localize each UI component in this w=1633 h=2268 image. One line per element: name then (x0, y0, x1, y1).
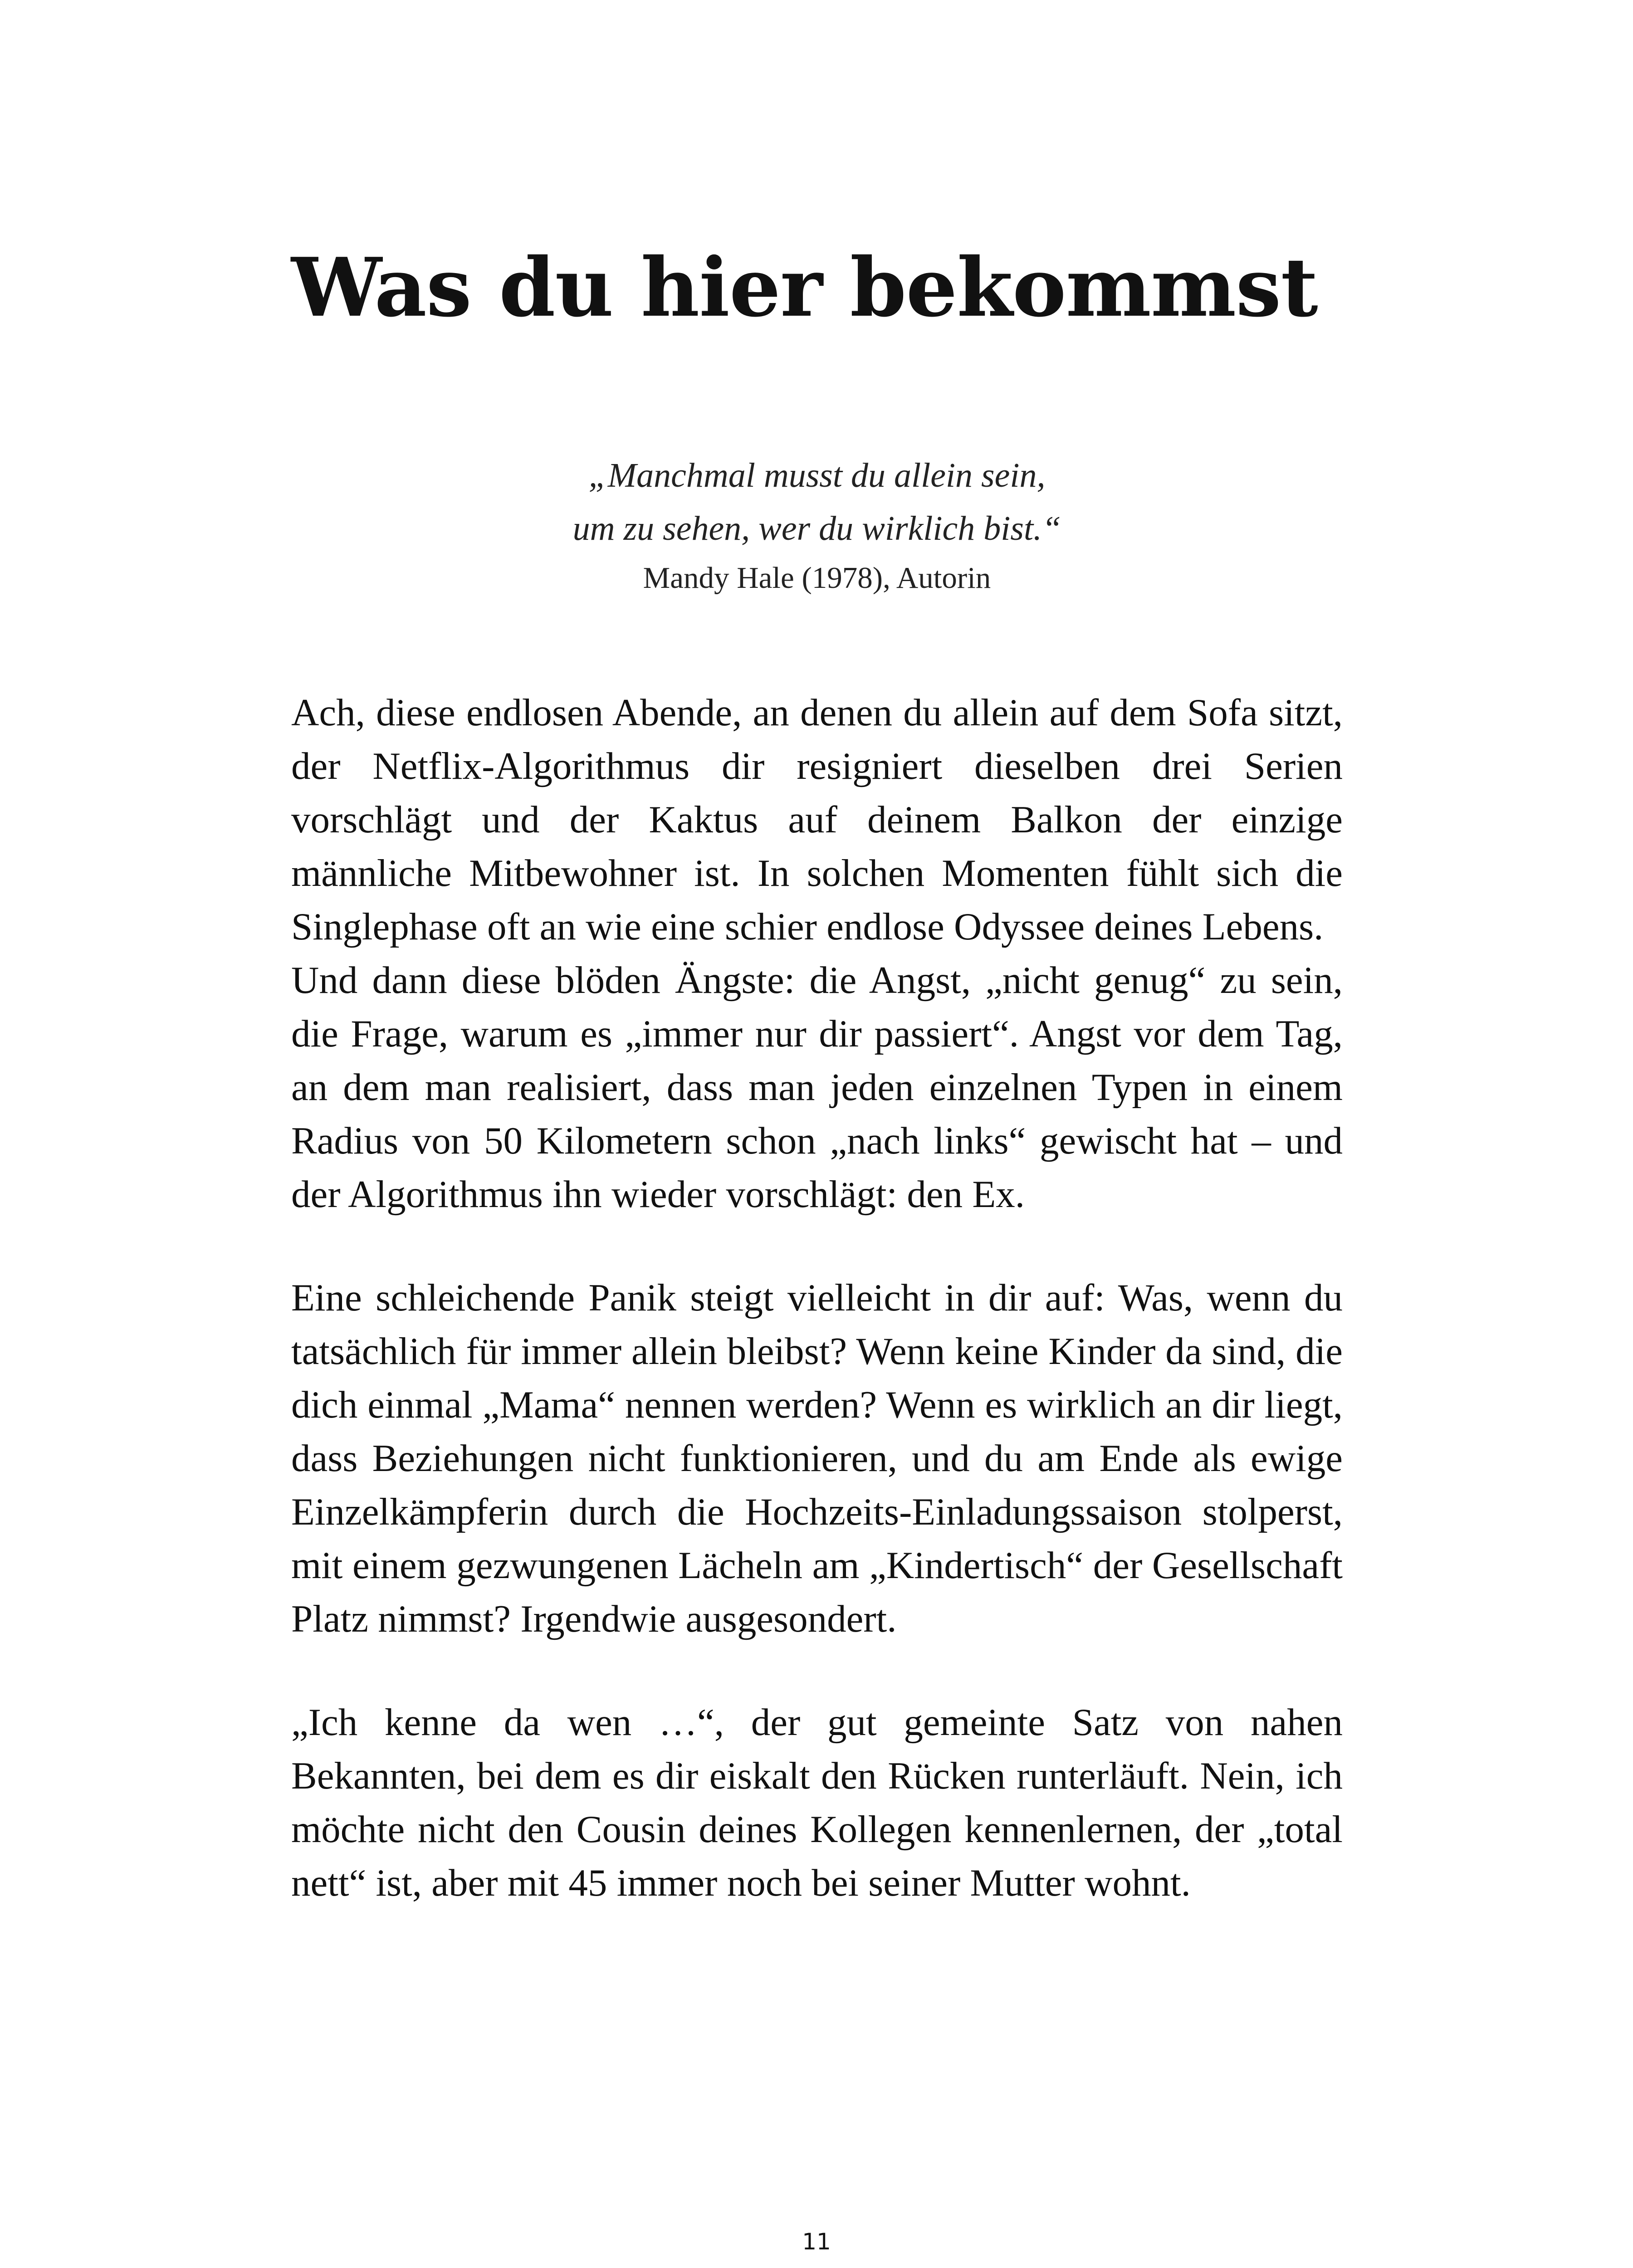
epigraph-attribution: Mandy Hale (1978), Autorin (643, 561, 991, 595)
epigraph-quote-line-2: um zu sehen, wer du wirklich bist.“ (572, 509, 1061, 547)
epigraph (291, 449, 1343, 601)
paragraph-3: Eine schleichende Panik steigt vielleicht in dir auf: Was, wenn du tatsächlich für immer allein bleibst? Wenn keine Kinder da sind, die dich einmal „Mama“ nennen werden? Wenn es wirklich an dir liegt, dass Beziehungen nicht funktionieren, und du am Ende als ewige Einzelkämpferin durch die Hochzeits-Einladungssaison stolperst, mit einem gezwungenen Lächeln am „Kindertisch“ der Gesellschaft Platz nimmst? Irgendwie ausgesondert. (291, 1276, 1343, 1640)
epigraph-quote-line-1: „Manchmal musst du allein sein, (588, 456, 1046, 494)
paragraph-4: „Ich kenne da wen …“, der gut gemeinte Satz von nahen Bekannten, bei dem es dir eiskalt den Rücken runterläuft. Nein, ich möchte nicht den Cousin deines Kollegen kennenlernen, der „total nett“ ist, aber mit 45 immer noch bei seiner Mutter wohnt. (291, 1701, 1343, 1904)
paragraph-1: Ach, diese endlosen Abende, an denen du allein auf dem Sofa sitzt, der Netflix-Algorithmus dir resigniert dieselben drei Serien vorschlägt und der Kaktus auf deinem Balkon der einzige männliche Mitbewohner ist. In solchen Momenten fühlt sich die Singlephase oft an wie eine schier endlose Odyssee deines Lebens. (291, 691, 1343, 948)
chapter-title: Was du hier bekommst (291, 240, 1318, 335)
page-number: 11 (802, 2229, 831, 2255)
body-text (291, 686, 1343, 1910)
paragraph-2: Und dann diese blöden Ängste: die Angst, „nicht genug“ zu sein, die Frage, warum es „immer nur dir passiert“. Angst vor dem Tag, an dem man realisiert, dass man jeden einzelnen Typen in einem Radius von 50 Kilometern schon „nach links“ gewischt hat – und der Algorithmus ihn wieder vorschlägt: den Ex. (291, 959, 1343, 1216)
